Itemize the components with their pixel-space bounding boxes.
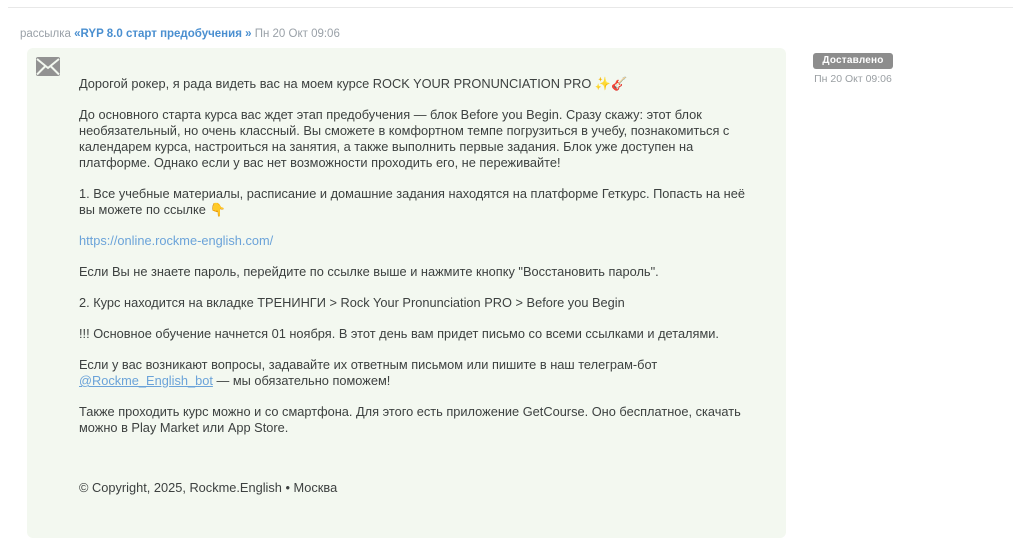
message-paragraph [79, 357, 749, 389]
delivery-status [806, 50, 900, 85]
mailing-link[interactable]: «RYP 8.0 старт предобучения » [74, 28, 252, 40]
mailing-label: рассылка [20, 28, 71, 40]
top-divider [8, 7, 1013, 8]
message-paragraph [79, 326, 749, 342]
text-segment: До основного старта курса вас ждет этап предобучения — блок Before you Begin. Сразу скажу: этот блок необязательный, но очень классный. Вы сможете в комфортном темпе погрузиться в учебу, познакомиться с календарем курса, настроиться на занятия, а также выполнить первые задания. Блок уже доступен на платформе. Однако если у вас нет возможности проходить его, не переживайте! [79, 107, 730, 170]
mailing-datetime: Пн 20 Окт 09:06 [254, 28, 340, 40]
message-paragraph [79, 186, 749, 218]
delivered-badge: Доставлено [813, 53, 892, 69]
text-segment: 1. Все учебные материалы, расписание и домашние задания находятся на платформе Геткурс. Попасть на неё вы можете по ссылке [79, 186, 745, 217]
text-segment: — мы обязательно поможем! [212, 373, 391, 388]
message-paragraph [79, 107, 749, 171]
message-body [79, 76, 749, 436]
pointing-down-emoji: 👇 [209, 202, 226, 217]
copyright-footer: © Copyright, 2025, Rockme.English • Москва [79, 480, 338, 495]
message-paragraph [79, 295, 749, 311]
message-paragraph [79, 264, 749, 280]
course-platform-link[interactable]: https://online.rockme-english.com/ [79, 233, 274, 248]
envelope-icon [36, 57, 60, 76]
text-segment: Если у вас возникают вопросы, задавайте их ответным письмом или пишите в наш телеграм-бот [79, 357, 658, 372]
text-segment: 2. Курс находится на вкладке ТРЕНИНГИ > Rock Your Pronunciation PRO > Before you Begin [79, 295, 625, 310]
text-segment: !!! Основное обучение начнется 01 ноября. В этот день вам придет письмо со всеми ссылками и деталями. [79, 326, 719, 341]
telegram-bot-link[interactable]: @Rockme_English_bot [79, 373, 213, 388]
message-content [79, 76, 749, 496]
text-segment: Если Вы не знаете пароль, перейдите по ссылке выше и нажмите кнопку "Восстановить пароль". [79, 264, 659, 279]
delivered-datetime: Пн 20 Окт 09:06 [814, 73, 892, 85]
text-segment: Также проходить курс можно и со смартфона. Для этого есть приложение GetCourse. Оно бесплатное, скачать можно в Play Market или App Store. [79, 404, 741, 435]
sparkles-guitar-emoji: ✨🎸 [594, 76, 628, 91]
message-paragraph [79, 404, 749, 436]
message-paragraph [79, 233, 749, 249]
message-paragraph [79, 76, 749, 92]
email-card [27, 48, 786, 538]
mailing-header [20, 28, 340, 40]
text-segment: Дорогой рокер, я рада видеть вас на моем курсе ROCK YOUR PRONUNCIATION PRO [79, 76, 595, 91]
